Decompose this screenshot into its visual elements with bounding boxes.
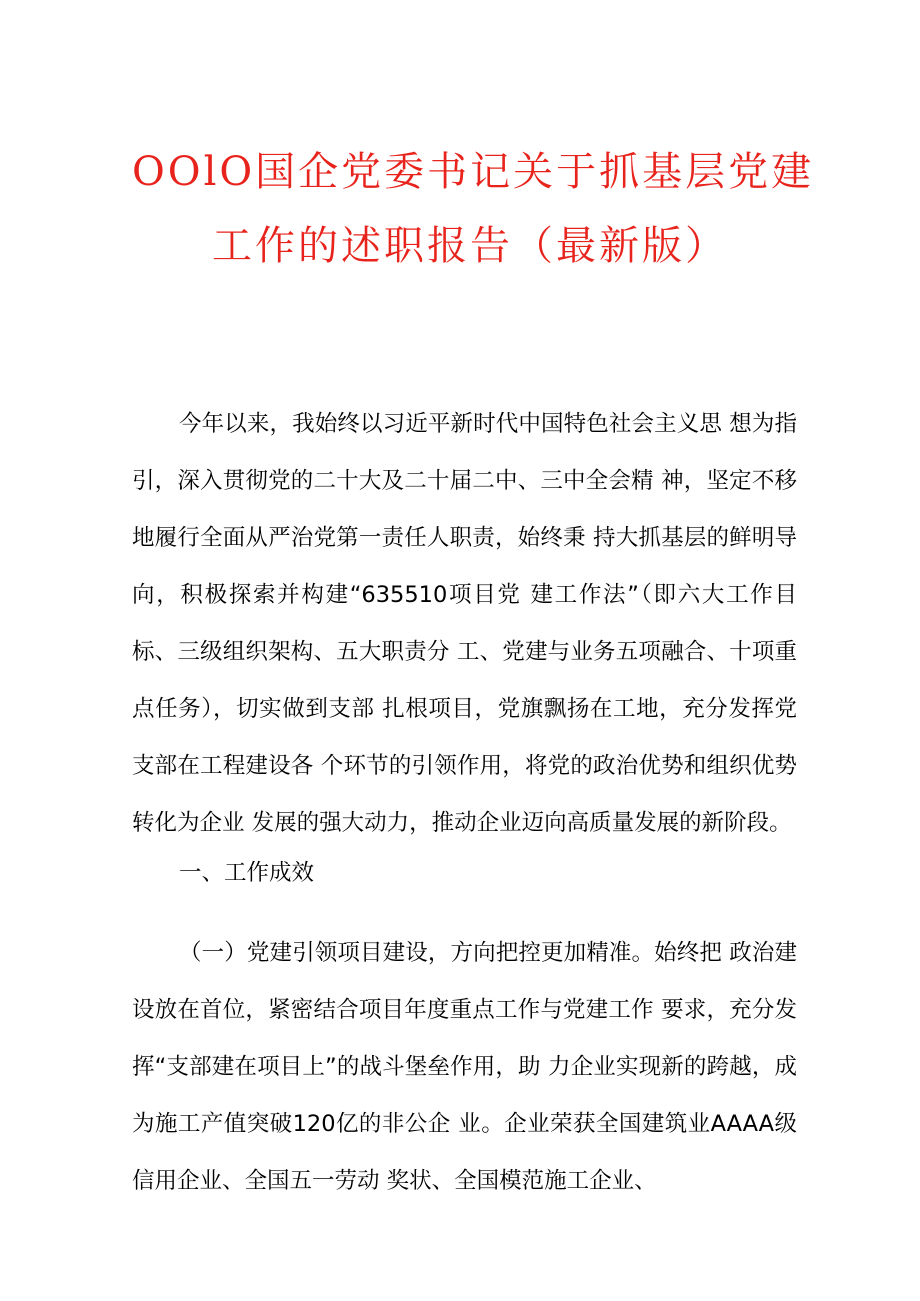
document-title-line-2: 工作的述职报告（最新版）	[212, 223, 728, 269]
intro-paragraph: 今年以来，我始终以习近平新时代中国特色社会主义思 想为指引，深入贯彻党的二十大及二十届二中、三中全会精 神，坚定不移地履行全面从严治党第一责任人职责，始终秉 持大抓基层的鲜明导向，积极探索并构建“635510项目党 建工作法”（即六大工作目标、三级组织架构、五大职责分 工、党建与业务五项融合、十项重点任务），切实做到支部 扎根项目，党旗飘扬在工地，充分发挥党支部在工程建设各 个环节的引领作用，将党的政治优势和组织优势转化为企业 发展的强大动力，推动企业迈向高质量发展的新阶段。	[132, 411, 797, 836]
section-heading: 一、工作成效	[179, 860, 315, 886]
paragraph-achievement-1: （一）党建引领项目建设，方向把控更加精准。始终把 政治建设放在首位，紧密结合项目年度重点工作与党建工作 要求，充分发挥“支部建在项目上”的战斗堡垒作用，助 力企业实现新的跨越，成为施工产值突破120亿的非公企 业。企业荣获全国建筑业AAAA级信用企业、全国五一劳动 奖状、全国模范施工企业、	[132, 940, 797, 1194]
document-title-line-1: OOlO国企党委书记关于抓基层党建	[132, 149, 815, 195]
